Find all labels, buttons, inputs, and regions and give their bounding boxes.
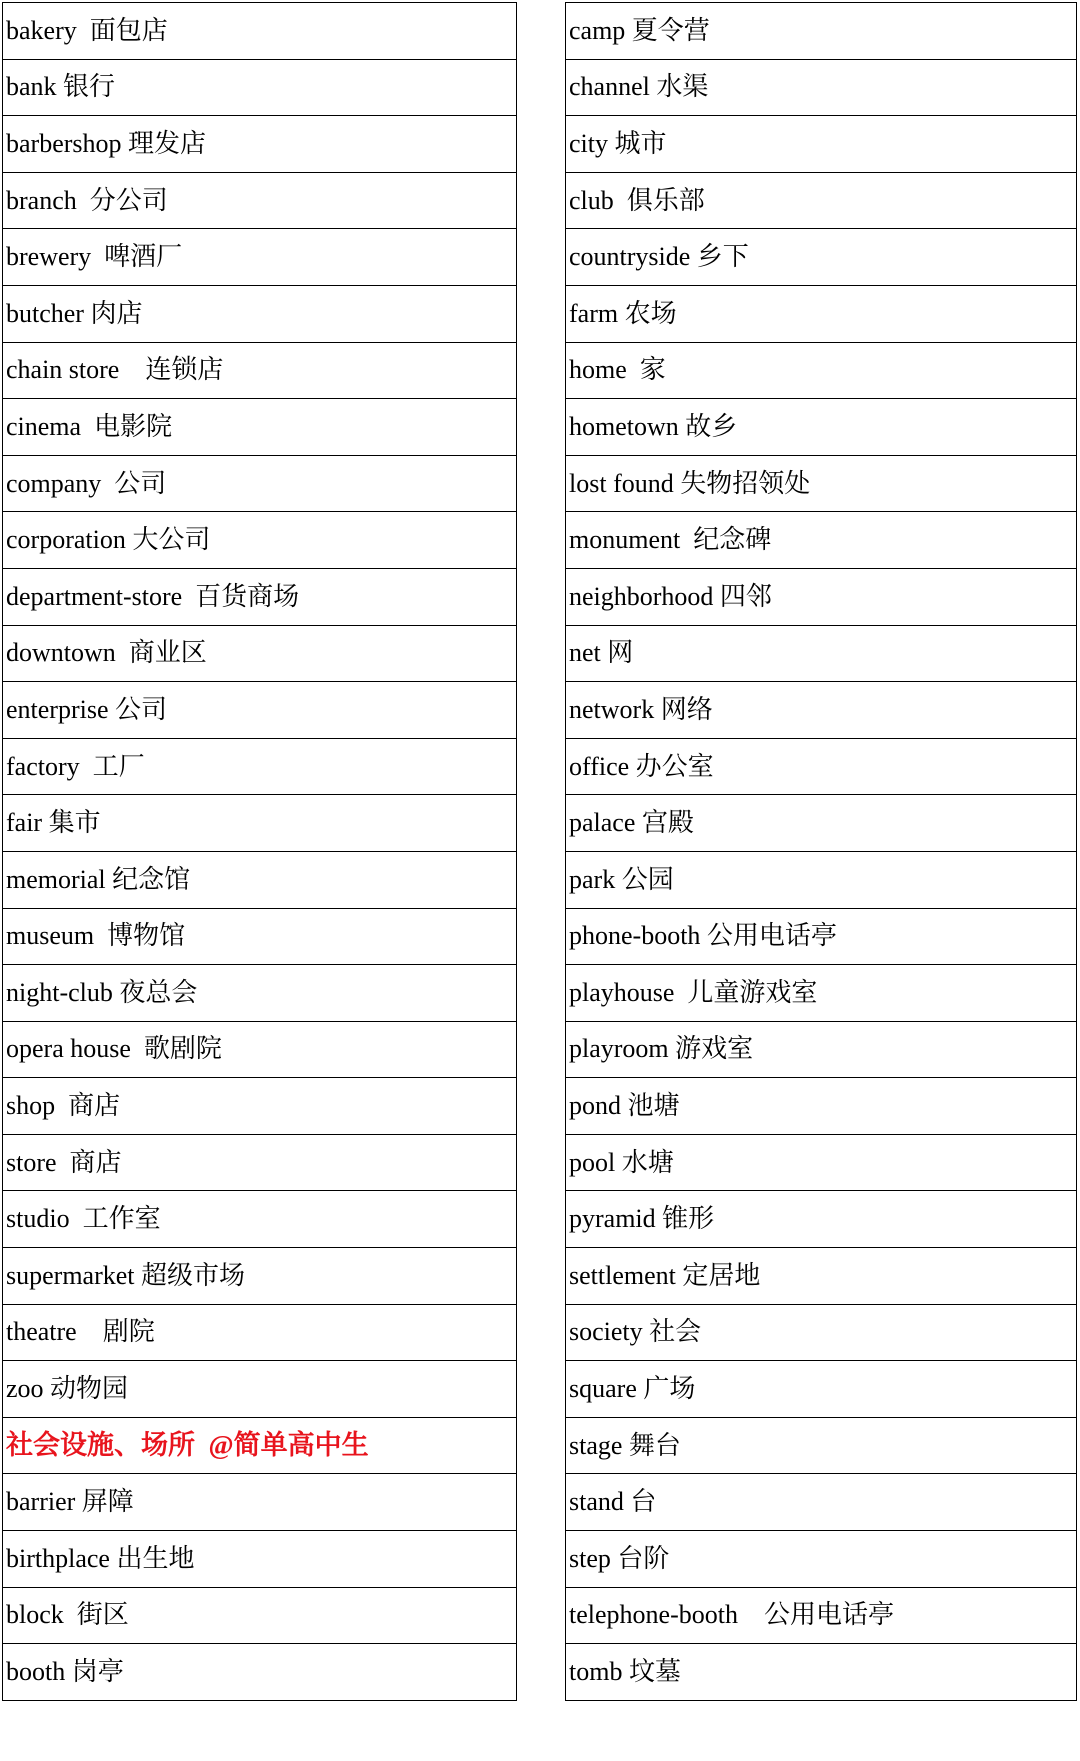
table-row xyxy=(566,512,1077,569)
table-row xyxy=(566,455,1077,512)
vocab-entry: network 网络 xyxy=(566,682,1077,739)
table-row xyxy=(566,682,1077,739)
vocab-entry: home 家 xyxy=(566,342,1077,399)
table-row xyxy=(566,3,1077,60)
vocab-entry: company 公司 xyxy=(3,455,517,512)
vocab-entry: block 街区 xyxy=(3,1587,517,1644)
table-row xyxy=(566,116,1077,173)
vocab-entry: stand 台 xyxy=(566,1474,1077,1531)
vocab-entry: shop 商店 xyxy=(3,1078,517,1135)
table-row xyxy=(566,1191,1077,1248)
table-row xyxy=(3,1134,517,1191)
vocab-entry: telephone-booth 公用电话亭 xyxy=(566,1587,1077,1644)
table-row xyxy=(3,512,517,569)
table-row xyxy=(566,229,1077,286)
table-row xyxy=(566,1531,1077,1588)
vocab-entry: park 公园 xyxy=(566,851,1077,908)
vocab-entry: barbershop 理发店 xyxy=(3,116,517,173)
table-row xyxy=(3,3,517,60)
vocab-entry: birthplace 出生地 xyxy=(3,1531,517,1588)
table-row xyxy=(3,625,517,682)
vocab-entry: fair 集市 xyxy=(3,795,517,852)
table-row xyxy=(3,1191,517,1248)
table-row xyxy=(3,1474,517,1531)
vocab-entry: countryside 乡下 xyxy=(566,229,1077,286)
table-row xyxy=(3,1304,517,1361)
table-row xyxy=(566,851,1077,908)
table-row xyxy=(566,1021,1077,1078)
vocab-entry: palace 宫殿 xyxy=(566,795,1077,852)
vocab-entry: playroom 游戏室 xyxy=(566,1021,1077,1078)
table-row xyxy=(3,851,517,908)
table-row xyxy=(566,1587,1077,1644)
vocab-entry: department-store 百货商场 xyxy=(3,568,517,625)
vocab-entry: supermarket 超级市场 xyxy=(3,1248,517,1305)
vocab-entry: opera house 歌剧院 xyxy=(3,1021,517,1078)
table-row xyxy=(3,1644,517,1701)
table-row xyxy=(3,59,517,116)
vocab-entry: downtown 商业区 xyxy=(3,625,517,682)
vocab-entry: step 台阶 xyxy=(566,1531,1077,1588)
table-row xyxy=(566,1361,1077,1418)
table-row xyxy=(3,568,517,625)
table-row xyxy=(3,399,517,456)
table-row xyxy=(3,229,517,286)
vocab-entry: tomb 坟墓 xyxy=(566,1644,1077,1701)
vocab-entry: net 网 xyxy=(566,625,1077,682)
vocab-entry: pyramid 锥形 xyxy=(566,1191,1077,1248)
vocab-entry: bank 银行 xyxy=(3,59,517,116)
vocab-entry: butcher 肉店 xyxy=(3,285,517,342)
table-row xyxy=(3,342,517,399)
vocab-entry: bakery 面包店 xyxy=(3,3,517,60)
table-row xyxy=(566,1134,1077,1191)
table-row xyxy=(566,1417,1077,1474)
section-heading: 社会设施、场所 @简单高中生 xyxy=(3,1417,517,1474)
vocab-entry: pond 池塘 xyxy=(566,1078,1077,1135)
vocab-entry: factory 工厂 xyxy=(3,738,517,795)
vocab-entry: cinema 电影院 xyxy=(3,399,517,456)
table-row xyxy=(566,1248,1077,1305)
table-row xyxy=(566,342,1077,399)
vocab-entry: farm 农场 xyxy=(566,285,1077,342)
vocab-entry: studio 工作室 xyxy=(3,1191,517,1248)
vocab-entry: branch 分公司 xyxy=(3,172,517,229)
right-vocab-list xyxy=(566,3,1077,1701)
table-row xyxy=(566,1304,1077,1361)
left-vocab-list xyxy=(3,3,517,1701)
table-row xyxy=(3,285,517,342)
table-row xyxy=(566,59,1077,116)
vocab-entry: city 城市 xyxy=(566,116,1077,173)
vocab-entry: enterprise 公司 xyxy=(3,682,517,739)
vocab-entry: theatre 剧院 xyxy=(3,1304,517,1361)
vocab-entry: zoo 动物园 xyxy=(3,1361,517,1418)
table-row xyxy=(566,795,1077,852)
table-row xyxy=(566,399,1077,456)
vocab-entry: monument 纪念碑 xyxy=(566,512,1077,569)
vocab-entry: booth 岗亭 xyxy=(3,1644,517,1701)
vocab-entry: brewery 啤酒厂 xyxy=(3,229,517,286)
vocab-entry: night-club 夜总会 xyxy=(3,965,517,1022)
vocab-entry: club 俱乐部 xyxy=(566,172,1077,229)
table-row xyxy=(566,965,1077,1022)
right-vocab-table xyxy=(565,2,1077,1701)
table-row xyxy=(3,738,517,795)
table-row xyxy=(3,116,517,173)
vocab-entry: stage 舞台 xyxy=(566,1417,1077,1474)
table-row xyxy=(566,625,1077,682)
table-row xyxy=(3,908,517,965)
vocab-entry: hometown 故乡 xyxy=(566,399,1077,456)
vocab-entry: playhouse 儿童游戏室 xyxy=(566,965,1077,1022)
vocab-entry: square 广场 xyxy=(566,1361,1077,1418)
table-row xyxy=(3,795,517,852)
vocab-entry: settlement 定居地 xyxy=(566,1248,1077,1305)
vocab-entry: corporation 大公司 xyxy=(3,512,517,569)
table-row xyxy=(3,1078,517,1135)
vocab-entry: office 办公室 xyxy=(566,738,1077,795)
vocab-entry: chain store 连锁店 xyxy=(3,342,517,399)
vocab-entry: society 社会 xyxy=(566,1304,1077,1361)
vocab-entry: camp 夏令营 xyxy=(566,3,1077,60)
vocab-entry: lost found 失物招领处 xyxy=(566,455,1077,512)
vocab-entry: store 商店 xyxy=(3,1134,517,1191)
table-row xyxy=(566,172,1077,229)
table-row xyxy=(3,682,517,739)
table-row xyxy=(566,285,1077,342)
table-row xyxy=(566,1644,1077,1701)
vocab-entry: barrier 屏障 xyxy=(3,1474,517,1531)
table-row xyxy=(3,965,517,1022)
vocab-entry: pool 水塘 xyxy=(566,1134,1077,1191)
vocab-entry: channel 水渠 xyxy=(566,59,1077,116)
table-row xyxy=(3,1021,517,1078)
vocab-entry: memorial 纪念馆 xyxy=(3,851,517,908)
table-row xyxy=(566,1078,1077,1135)
vocab-entry: neighborhood 四邻 xyxy=(566,568,1077,625)
table-row xyxy=(3,1248,517,1305)
vocab-entry: museum 博物馆 xyxy=(3,908,517,965)
table-row xyxy=(3,1531,517,1588)
table-row xyxy=(3,1361,517,1418)
table-row xyxy=(566,568,1077,625)
table-row xyxy=(3,172,517,229)
table-row xyxy=(566,1474,1077,1531)
vocab-entry: phone-booth 公用电话亭 xyxy=(566,908,1077,965)
left-vocab-table xyxy=(2,2,517,1701)
table-row xyxy=(566,738,1077,795)
table-row xyxy=(3,1417,517,1474)
table-row xyxy=(3,1587,517,1644)
table-row xyxy=(566,908,1077,965)
table-row xyxy=(3,455,517,512)
